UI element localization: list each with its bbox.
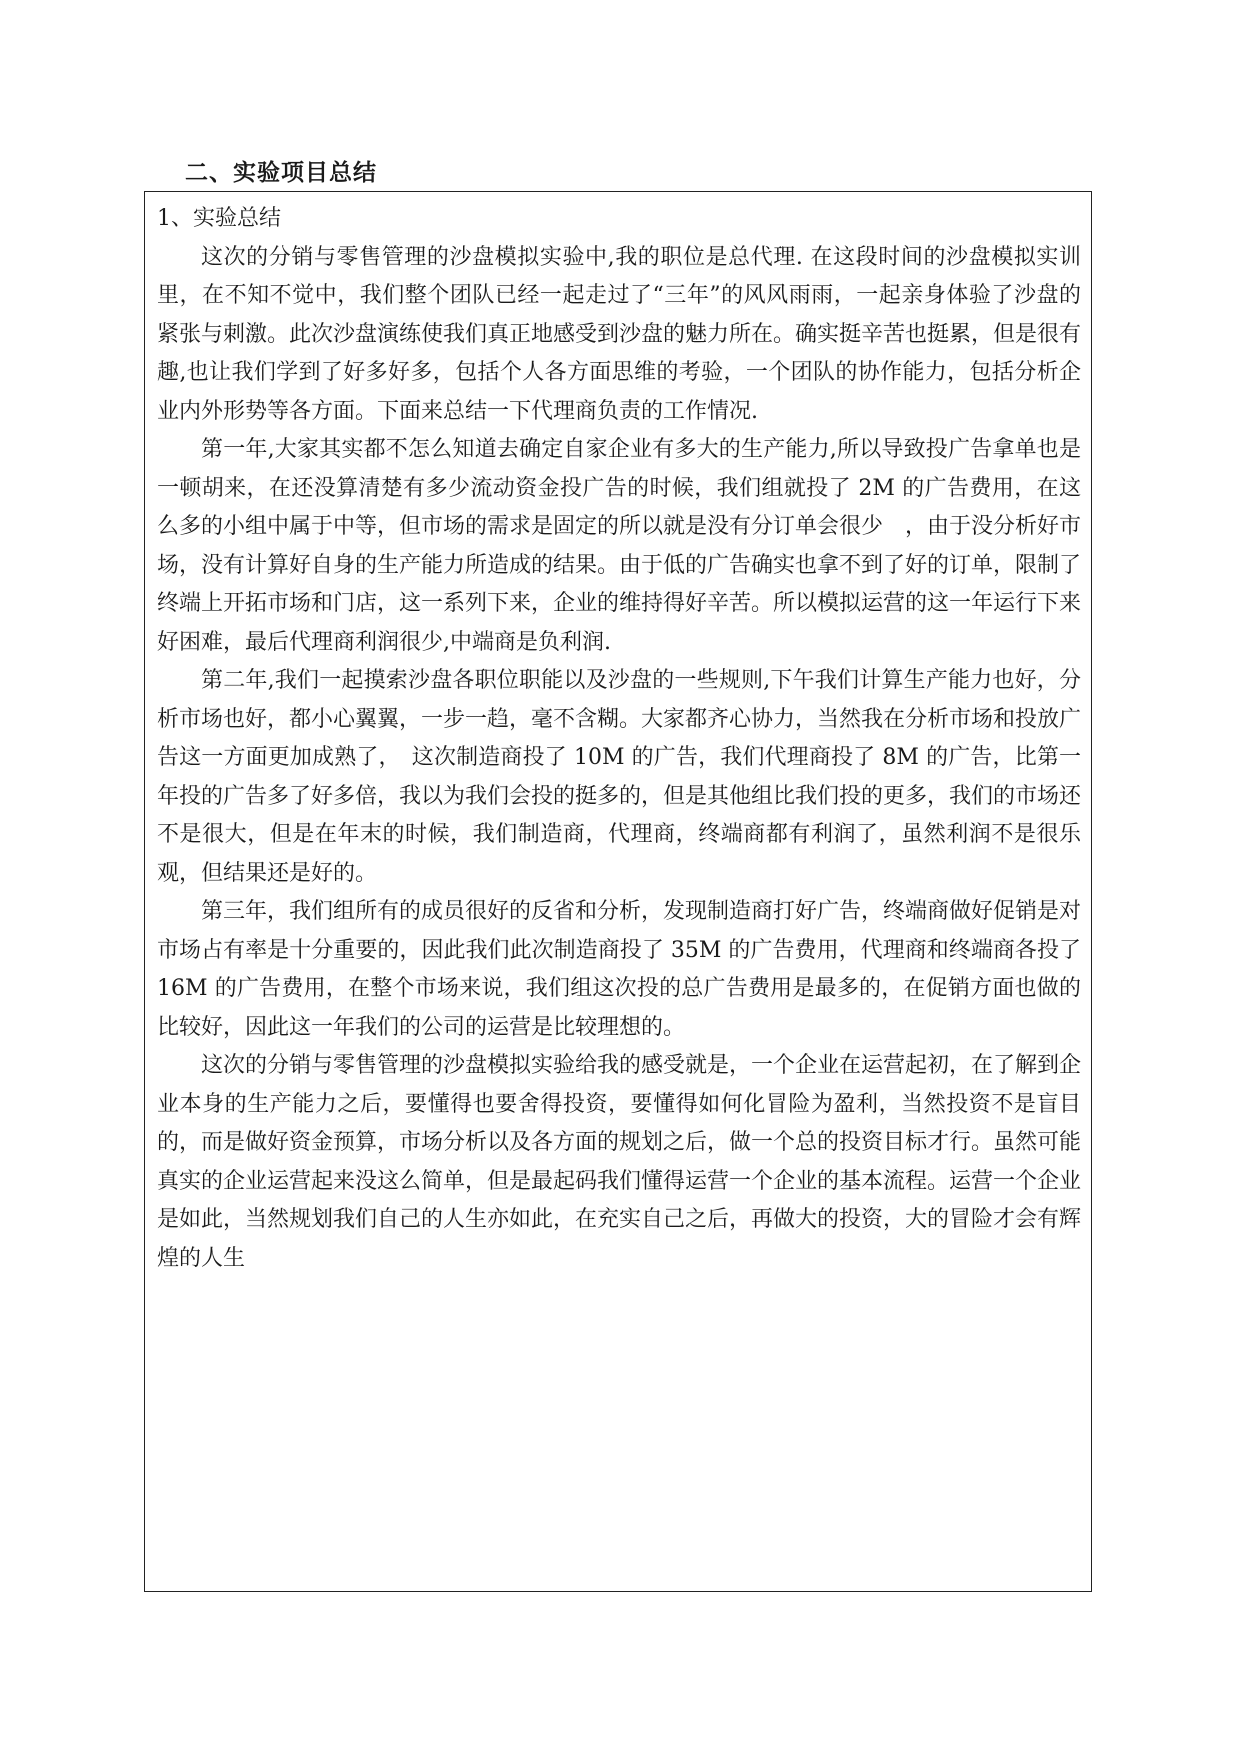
section-heading: 二、实验项目总结 bbox=[185, 160, 377, 186]
summary-paragraph-year-one: 第一年,大家其实都不怎么知道去确定自家企业有多大的生产能力,所以导致投广告拿单也是一顿胡来，在还没算清楚有多少流动资金投广告的时候，我们组就投了 2M 的广告费用，在这么多的小组中属于中等，但市场的需求是固定的所以就是没有分订单会很少 ，由于没分析好市场，没有计算好自身的生产能力所造成的结果。由于低的广告确实也拿不到了好的订单，限制了终端上开拓市场和门店，这一系列下来，企业的维持得好辛苦。所以模拟运营的这一年运行下来好困难，最后代理商利润很少,中端商是负利润. bbox=[157, 437, 1082, 655]
summary-box bbox=[144, 191, 1092, 1592]
summary-paragraph-intro: 这次的分销与零售管理的沙盘模拟实验中,我的职位是总代理. 在这段时间的沙盘模拟实训里，在不知不觉中，我们整个团队已经一起走过了“三年”的风风雨雨，一起亲身体验了沙盘的紧张与刺激。此次沙盘演练使我们真正地感受到沙盘的魅力所在。确实挺辛苦也挺累，但是很有趣,也让我们学到了好多好多，包括个人各方面思维的考验，一个团队的协作能力，包括分析企业内外形势等各方面。下面来总结一下代理商负责的工作情况. bbox=[157, 244, 1082, 424]
summary-paragraph-year-three: 第三年，我们组所有的成员很好的反省和分析，发现制造商打好广告，终端商做好促销是对市场占有率是十分重要的，因此我们此次制造商投了 35M 的广告费用，代理商和终端商各投了 16M 的广告费用，在整个市场来说，我们组这次投的总广告费用是最多的，在促销方面也做的比较好，因此这一年我们的公司的运营是比较理想的。 bbox=[157, 899, 1082, 1040]
summary-paragraph-reflection: 这次的分销与零售管理的沙盘模拟实验给我的感受就是，一个企业在运营起初，在了解到企业本身的生产能力之后，要懂得也要舍得投资，要懂得如何化冒险为盈利，当然投资不是盲目的，而是做好资金预算，市场分析以及各方面的规划之后，做一个总的投资目标才行。虽然可能真实的企业运营起来没这么简单，但是最起码我们懂得运营一个企业的基本流程。运营一个企业是如此，当然规划我们自己的人生亦如此，在充实自己之后，再做大的投资，大的冒险才会有辉煌的人生 bbox=[157, 1053, 1082, 1271]
summary-subheading: 1、实验总结 bbox=[157, 206, 281, 231]
summary-paragraph-year-two: 第二年,我们一起摸索沙盘各职位职能以及沙盘的一些规则,下午我们计算生产能力也好，分析市场也好，都小心翼翼，一步一趋，毫不含糊。大家都齐心协力，当然我在分析市场和投放广告这一方面更加成熟了， 这次制造商投了 10M 的广告，我们代理商投了 8M 的广告，比第一年投的广告多了好多倍，我以为我们会投的挺多的，但是其他组比我们投的更多，我们的市场还不是很大，但是在年末的时候，我们制造商，代理商，终端商都有利润了，虽然利润不是很乐观，但结果还是好的。 bbox=[157, 668, 1082, 886]
